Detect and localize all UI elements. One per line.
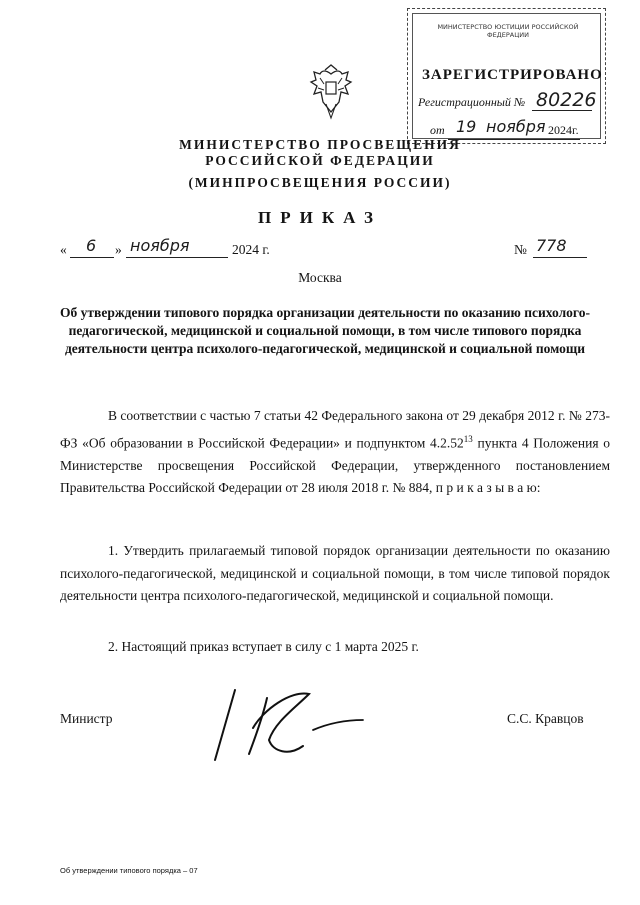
stamp-reg-label: Регистрационный № <box>418 95 526 109</box>
stamp-reg-underline <box>532 110 592 111</box>
preamble-superscript: 13 <box>463 433 473 444</box>
preamble-text-b: пункта 4 Положения о Министерстве просвещения Российской Федерации, утвержденного постановлением Правительства Российской Федерации от 28 июля 2018 г. № 884, <box>60 435 610 495</box>
paragraph-item-2: 2. Настоящий приказ вступает в силу с 1 марта 2025 г. <box>108 639 419 654</box>
stamp-org: МИНИСТЕРСТВО ЮСТИЦИИ РОССИЙСКОЙ ФЕДЕРАЦИИ <box>437 23 579 39</box>
order-quote-open: « <box>60 242 67 257</box>
preamble-order-word: п р и к а з ы в а ю: <box>432 480 541 495</box>
order-heading: Об утверждении типового порядка организации деятельности по оказанию психолого-педагогической, медицинской и социальной помощи, в том числе типового порядка деятельности центра психолого-педагогической, медицинской и социальной помощи <box>60 305 590 356</box>
coat-of-arms-icon <box>308 64 354 120</box>
ministry-name-line2: РОССИЙСКОЙ ФЕДЕРАЦИИ <box>205 153 435 168</box>
order-month: ноября <box>130 236 190 255</box>
stamp-date-day: 19 <box>456 117 477 136</box>
paragraph-preamble <box>60 405 610 500</box>
order-year: 2024 г. <box>232 242 270 257</box>
stamp-date-month: ноября <box>486 117 546 136</box>
order-month-underline <box>126 257 228 258</box>
stamp-reg-number: 80226 <box>536 89 597 111</box>
order-city: Москва <box>298 270 342 285</box>
order-number-label: № <box>514 242 527 257</box>
ministry-name-line1: МИНИСТЕРСТВО ПРОСВЕЩЕНИЯ <box>179 137 461 152</box>
handwritten-signature <box>205 678 365 768</box>
registration-stamp <box>407 8 606 144</box>
paragraph-item-1: 1. Утвердить прилагаемый типовой порядок организации деятельности по оказанию психолого-педагогической, медицинской и социальной помощи, в том числе типовой порядок деятельности центра психолого-педагогической, медицинской и социальной помощи. <box>60 543 610 603</box>
order-day: 6 <box>86 236 97 255</box>
stamp-status: ЗАРЕГИСТРИРОВАНО <box>422 67 603 83</box>
signatory-name: С.С. Кравцов <box>507 711 584 726</box>
document-title: ПРИКАЗ <box>258 208 382 227</box>
preamble-text-a: В соответствии с частью 7 статьи 42 Федерального закона от 29 декабря 2012 г. № 273-ФЗ «Об образовании в Российской Федерации» и подпунктом 4.2.52 <box>60 408 610 450</box>
order-number: 778 <box>536 236 567 255</box>
signatory-position: Министр <box>60 711 113 726</box>
order-quote-close: » <box>115 242 122 257</box>
stamp-date-year: 2024г. <box>548 123 579 137</box>
order-day-underline <box>70 257 114 258</box>
stamp-date-prefix: от <box>430 123 445 137</box>
order-number-underline <box>533 257 587 258</box>
ministry-short-name: (МИНПРОСВЕЩЕНИЯ РОССИИ) <box>188 175 452 190</box>
footer-note: Об утверждении типового порядка – 07 <box>60 866 198 875</box>
